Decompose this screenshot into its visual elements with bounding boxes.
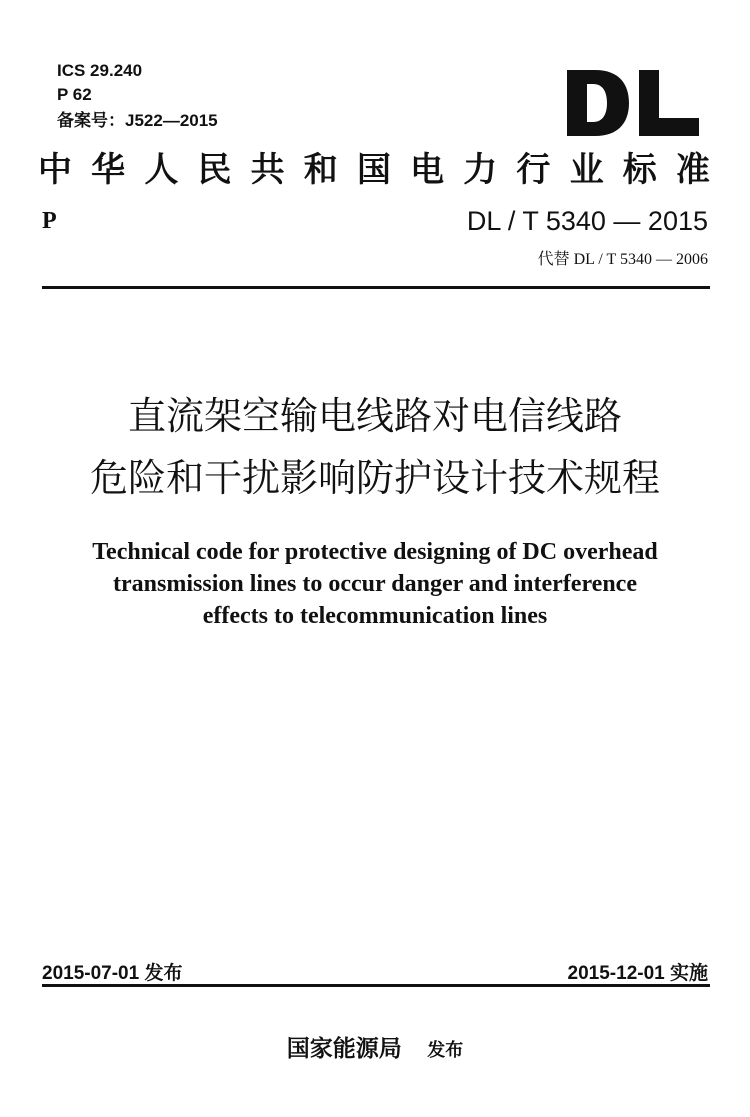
name-char: 准 [675, 150, 710, 190]
replaces-standard: 代替 DL / T 5340 — 2006 [537, 251, 708, 268]
name-char: 业 [569, 150, 604, 190]
name-char: 中 [38, 150, 72, 190]
name-char: 民 [197, 150, 232, 190]
chinese-title-line-2: 危险和干扰影响防护设计技术规程 [89, 456, 660, 500]
name-char: 力 [463, 150, 498, 190]
name-char: 和 [303, 150, 338, 190]
name-char: 共 [250, 150, 285, 190]
ics-code: ICS 29.240 [57, 61, 143, 80]
english-title-line-1: Technical code for protective designing of DC overhead [92, 539, 658, 565]
publisher-action: 发布 [427, 1040, 464, 1061]
standard-category-name [38, 148, 710, 192]
name-char: 电 [410, 150, 445, 190]
left-class-code: P [42, 208, 57, 234]
chinese-title-line-1: 直流架空输电线路对电信线路 [127, 394, 622, 438]
standard-number: DL / T 5340 — 2015 [466, 206, 708, 236]
record-number: 备案号：J522—2015 [57, 111, 218, 130]
issue-date: 2015-07-01 发布 [42, 963, 183, 984]
english-title-line-2: transmission lines to occur danger and interference [113, 571, 637, 597]
name-char: 标 [622, 150, 657, 190]
name-char: 华 [91, 150, 126, 190]
publisher-organization: 国家能源局 [286, 1035, 402, 1062]
publisher-line [0, 1030, 750, 1063]
name-char: 行 [516, 150, 551, 190]
name-char: 人 [144, 150, 179, 190]
name-char: 国 [356, 150, 391, 190]
dl-logo [563, 70, 703, 136]
bottom-divider [42, 984, 710, 987]
english-title-line-3: effects to telecommunication lines [202, 603, 548, 629]
implementation-date: 2015-12-01 实施 [567, 963, 708, 984]
top-divider [42, 286, 710, 289]
classification-code: P 62 [57, 85, 92, 104]
